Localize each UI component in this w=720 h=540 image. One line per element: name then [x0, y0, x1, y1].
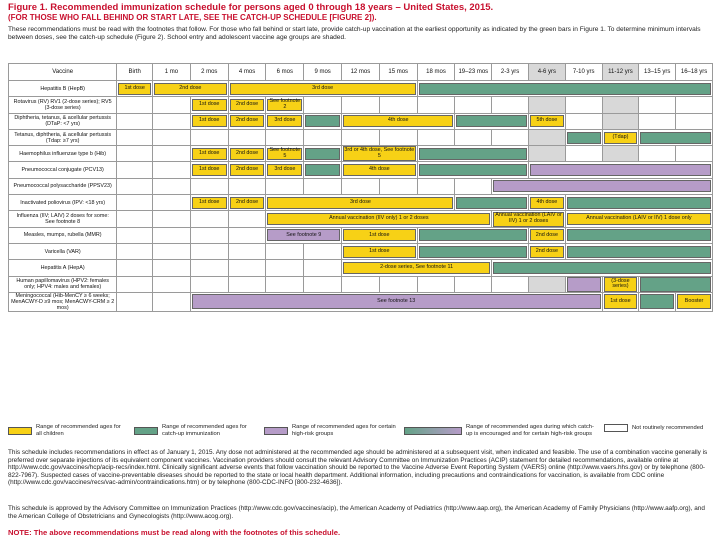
- schedule-row: [9, 227, 713, 243]
- col-header-birth: Birth: [117, 64, 153, 81]
- vaccine-name: Rotavirus (RV) RV1 (2-dose series); RV5 (3-dose series): [9, 97, 117, 113]
- empty-cell: [266, 260, 304, 276]
- dose-cell: [266, 211, 492, 227]
- dose-bar-yellow: See footnote 5: [267, 148, 302, 160]
- dose-bar-green: [456, 197, 527, 209]
- dose-bar-yellow: 2nd dose: [154, 83, 227, 95]
- empty-cell: [304, 97, 342, 113]
- schedule-row: [9, 292, 713, 311]
- empty-cell: [379, 276, 417, 292]
- dose-bar-purple: [530, 164, 711, 176]
- schedule-row: [9, 81, 713, 97]
- dose-bar-yellow: 3rd dose: [267, 197, 453, 209]
- empty-cell: [153, 113, 191, 129]
- empty-cell: [117, 178, 153, 194]
- dose-cell: [304, 146, 342, 162]
- legend-swatch-purple: [264, 427, 288, 435]
- dose-bar-green: [419, 246, 527, 258]
- vaccine-name: Inactivated poliovirus (IPV: <18 yrs): [9, 195, 117, 211]
- dose-cell: [190, 162, 228, 178]
- schedule-row: [9, 195, 713, 211]
- empty-cell: [117, 243, 153, 259]
- dose-cell: [228, 195, 266, 211]
- schedule-body: [9, 81, 713, 312]
- dose-cell: [228, 97, 266, 113]
- dose-cell: [266, 146, 304, 162]
- dose-cell: [304, 162, 342, 178]
- empty-cell: [266, 243, 304, 259]
- dose-bar-yellow: 1st dose: [192, 99, 227, 111]
- dose-cell: [602, 129, 639, 145]
- dose-cell: [417, 243, 528, 259]
- figure-subtitle: (FOR THOSE WHO FALL BEHIND OR START LATE, SEE THE CATCH-UP SCHEDULE [FIGURE 2]).: [8, 13, 377, 22]
- dose-bar-yellow: 3rd dose: [267, 115, 302, 127]
- dose-cell: [342, 113, 455, 129]
- dose-bar-green: [493, 262, 711, 274]
- dose-cell: [455, 113, 529, 129]
- dose-cell: [304, 113, 342, 129]
- dose-bar-green: [567, 197, 711, 209]
- dose-bar-green: [640, 132, 711, 144]
- vaccine-name: Influenza (IIV; LAIV) 2 doses for some: See footnote 8: [9, 211, 117, 227]
- col-header-19-23mos: 19–23 mos: [455, 64, 492, 81]
- empty-cell: [117, 211, 153, 227]
- dose-bar-green: [419, 83, 711, 95]
- dose-bar-green: [567, 246, 711, 258]
- empty-cell: [342, 129, 380, 145]
- empty-cell: [153, 178, 191, 194]
- schedule-row: [9, 113, 713, 129]
- col-header-9mos: 9 mos: [304, 64, 342, 81]
- empty-cell: [117, 113, 153, 129]
- empty-cell: [228, 129, 266, 145]
- empty-cell: [417, 178, 455, 194]
- vaccine-name: Pneumococcal conjugate (PCV13): [9, 162, 117, 178]
- legend-swatch-green: [134, 427, 158, 435]
- dose-cell: [492, 211, 566, 227]
- dose-bar-green: [640, 277, 711, 292]
- dose-cell: [153, 81, 229, 97]
- dose-bar-yellow: 4th dose: [530, 197, 564, 209]
- empty-cell: [342, 97, 380, 113]
- empty-cell: [602, 97, 639, 113]
- empty-cell: [304, 276, 342, 292]
- dose-bar-yellow: 1st dose: [118, 83, 151, 95]
- dose-cell: [342, 162, 418, 178]
- dose-cell: [342, 227, 418, 243]
- empty-cell: [528, 146, 565, 162]
- empty-cell: [153, 162, 191, 178]
- dose-bar-purple: See footnote 13: [192, 294, 601, 309]
- dose-cell: [528, 195, 565, 211]
- dose-cell: [342, 260, 492, 276]
- dose-bar-yellow: 3rd dose: [267, 164, 302, 176]
- vaccine-name: Varicella (VAR): [9, 243, 117, 259]
- dose-bar-green: [305, 115, 340, 127]
- dose-bar-green: [419, 148, 527, 160]
- dose-cell: [565, 129, 602, 145]
- dose-cell: [228, 113, 266, 129]
- dose-bar-yellow: 3rd or 4th dose, See footnote 5: [343, 146, 416, 161]
- dose-cell: [639, 129, 713, 145]
- dose-bar-yellow: 2-dose series, See footnote 11: [343, 262, 490, 274]
- vaccine-name: Measles, mumps, rubella (MMR): [9, 227, 117, 243]
- dose-cell: [190, 97, 228, 113]
- empty-cell: [153, 195, 191, 211]
- figure-title: Figure 1. Recommended immunization schedule for persons aged 0 through 18 years – United States, 2015.: [8, 2, 494, 13]
- dose-bar-yellow: 3rd dose: [230, 83, 416, 95]
- dose-bar-yellow: See footnote 2: [267, 99, 302, 111]
- dose-cell: [528, 113, 565, 129]
- empty-cell: [304, 243, 342, 259]
- empty-cell: [190, 276, 228, 292]
- vaccine-name: Tetanus, diphtheria, & acellular pertussis (Tdap: ≥7 yrs): [9, 129, 117, 145]
- col-header-15mos: 15 mos: [379, 64, 417, 81]
- empty-cell: [117, 227, 153, 243]
- vaccine-name: Diphtheria, tetanus, & acellular pertussis (DTaP: <7 yrs): [9, 113, 117, 129]
- schedule-row: [9, 97, 713, 113]
- empty-cell: [417, 129, 455, 145]
- empty-cell: [153, 146, 191, 162]
- empty-cell: [153, 260, 191, 276]
- dose-cell: [639, 292, 676, 311]
- dose-cell: [417, 162, 528, 178]
- empty-cell: [455, 129, 492, 145]
- empty-cell: [228, 227, 266, 243]
- schedule-row: [9, 276, 713, 292]
- legend-label: Range of recommended ages for catch-up immunization: [162, 424, 247, 437]
- dose-cell: [228, 81, 417, 97]
- dose-cell: [417, 81, 712, 97]
- vaccine-name: Hepatitis B (HepB): [9, 81, 117, 97]
- vaccine-name: Haemophilus influenzae type b (Hib): [9, 146, 117, 162]
- dose-bar-yellow: Annual vaccination (LAIV or IIV) 1 or 2 doses: [493, 212, 564, 227]
- dose-bar-green: [567, 132, 601, 144]
- dose-cell: [342, 243, 418, 259]
- col-header-4mos: 4 mos: [228, 64, 266, 81]
- vaccine-name: Human papillomavirus (HPV2: females only; HPV4: males and females): [9, 276, 117, 292]
- dose-cell: [602, 292, 639, 311]
- dose-bar-green: [305, 164, 340, 176]
- col-header-4-6yrs: 4-6 yrs: [528, 64, 565, 81]
- legend: [8, 422, 714, 444]
- dose-bar-yellow: 2nd dose: [230, 148, 265, 160]
- empty-cell: [228, 243, 266, 259]
- dose-cell: [565, 276, 602, 292]
- dose-bar-yellow: Booster: [677, 294, 711, 309]
- dose-bar-yellow: 4th dose: [343, 164, 416, 176]
- empty-cell: [117, 292, 153, 311]
- schedule-row: [9, 243, 713, 259]
- empty-cell: [117, 97, 153, 113]
- dose-cell: [417, 146, 528, 162]
- col-header-2-3yrs: 2-3 yrs: [492, 64, 529, 81]
- empty-cell: [190, 129, 228, 145]
- schedule-row: [9, 129, 713, 145]
- empty-cell: [417, 276, 455, 292]
- dose-cell: [565, 195, 712, 211]
- empty-cell: [602, 113, 639, 129]
- empty-cell: [117, 276, 153, 292]
- empty-cell: [228, 276, 266, 292]
- empty-cell: [528, 276, 565, 292]
- dose-bar-yellow: 1st dose: [192, 148, 227, 160]
- dose-bar-yellow: 1st dose: [192, 164, 227, 176]
- schedule-header-row: [9, 64, 713, 81]
- col-header-2mos: 2 mos: [190, 64, 228, 81]
- empty-cell: [190, 227, 228, 243]
- empty-cell: [266, 129, 304, 145]
- empty-cell: [190, 260, 228, 276]
- legend-item-catch-up-and-high-risk: [404, 424, 596, 437]
- empty-cell: [342, 276, 380, 292]
- empty-cell: [153, 243, 191, 259]
- dose-bar-yellow: 1st dose: [604, 294, 638, 309]
- empty-cell: [528, 129, 565, 145]
- empty-cell: [117, 260, 153, 276]
- col-header-12mos: 12 mos: [342, 64, 380, 81]
- empty-cell: [455, 178, 492, 194]
- schedule-row: [9, 211, 713, 227]
- schedule-row: [9, 260, 713, 276]
- empty-cell: [304, 129, 342, 145]
- legend-label: Range of recommended ages for certain high-risk groups: [292, 424, 396, 437]
- dose-cell: [565, 227, 712, 243]
- dose-cell: [492, 178, 713, 194]
- empty-cell: [304, 260, 342, 276]
- schedule-row: [9, 178, 713, 194]
- col-header-16-18yrs: 16–18 yrs: [676, 64, 713, 81]
- footer-note: NOTE: The above recommendations must be read along with the footnotes of this schedule.: [8, 528, 341, 537]
- dose-bar-green: [305, 148, 340, 160]
- footer-paragraph-approval: This schedule is approved by the Advisory Committee on Immunization Practices (http://www.cdc.gov/vaccines/acip), the American Academy of Pediatrics (http://www.aap.org), the American Academy of Family Physicians (http://www.aafp.org), and the American College of Obstetricians and Gynecologists (http://www.acog.org).: [8, 505, 705, 520]
- empty-cell: [153, 292, 191, 311]
- empty-cell: [228, 211, 266, 227]
- intro-text: These recommendations must be read with the footnotes that follow. For those who fall behind or start late, provide catch-up vaccination at the earliest opportunity as indicated by the green bars in Figure 1. To determine minimum intervals between doses, see the catch-up schedule (Figure 2). School entry and adolescent vaccine age groups are shaded.: [8, 26, 701, 41]
- empty-cell: [153, 129, 191, 145]
- empty-cell: [266, 276, 304, 292]
- dose-bar-green: [419, 164, 527, 176]
- legend-item-all-children: [8, 424, 128, 437]
- dose-cell: [492, 260, 713, 276]
- empty-cell: [455, 276, 492, 292]
- empty-cell: [153, 97, 191, 113]
- empty-cell: [304, 178, 342, 194]
- empty-cell: [153, 211, 191, 227]
- dose-bar-yellow: 1st dose: [343, 229, 416, 241]
- dose-cell: [639, 276, 713, 292]
- legend-swatch-mixed: [404, 427, 462, 435]
- legend-swatch-white: [604, 424, 628, 432]
- empty-cell: [117, 129, 153, 145]
- vaccine-name: Pneumococcal polysaccharide (PPSV23): [9, 178, 117, 194]
- schedule-row: [9, 146, 713, 162]
- dose-bar-yellow: 2nd dose: [530, 246, 564, 258]
- schedule-table: [8, 63, 713, 312]
- legend-swatch-yellow: [8, 427, 32, 435]
- empty-cell: [565, 113, 602, 129]
- dose-bar-purple: [567, 277, 601, 292]
- col-header-11-12yrs: 11-12 yrs: [602, 64, 639, 81]
- vaccine-name: Meningococcal (Hib-MenCY ≥ 6 weeks; MenACWY-D ≥9 mos; MenACWY-CRM ≥ 2 mos): [9, 292, 117, 311]
- empty-cell: [676, 97, 713, 113]
- dose-cell: [117, 81, 153, 97]
- empty-cell: [676, 146, 713, 162]
- dose-cell: [266, 195, 455, 211]
- dose-bar-green: [640, 294, 674, 309]
- dose-cell: [676, 292, 713, 311]
- legend-label: Range of recommended ages during which catch-up is encouraged and for certain high-risk groups: [466, 424, 594, 437]
- dose-cell: [266, 113, 304, 129]
- dose-cell: [190, 146, 228, 162]
- legend-label: Not routinely recommended: [632, 424, 704, 431]
- empty-cell: [190, 243, 228, 259]
- dose-bar-yellow: 1st dose: [192, 115, 227, 127]
- legend-item-high-risk: [264, 424, 396, 437]
- col-header-13-15yrs: 13–15 yrs: [639, 64, 676, 81]
- footer-paragraph-schedule-info: This schedule includes recommendations in effect as of January 1, 2015. Any dose not administered at the recommended age should be administered at a subsequent visit, when indicated and feasible. The use of a combination vaccine generally is preferred over separate injections of its equivalent component vaccines. Vaccination providers should consult the relevant Advisory Committee on Immunization Practices (ACIP) statement for detailed recommendations, available online at http://www.cdc.gov/vaccines/hcp/acip-recs/index.html. Clinically significant adverse events that follow vaccination should be reported to the Vaccine Adverse Event Reporting System (VAERS) online (http://www.vaers.hhs.gov) or by telephone (800-822-7967). Suspected cases of vaccine-preventable diseases should be reported to the state or local health department. Additional information, including precautions and contraindications for vaccination, is available from CDC online (http://www.cdc.gov/vaccines/recs/vac-admin/contraindications.htm) or by telephone (800-CDC-INFO [800-232-4636]).: [8, 449, 708, 487]
- col-header-7-10yrs: 7-10 yrs: [565, 64, 602, 81]
- empty-cell: [602, 146, 639, 162]
- schedule-row: [9, 162, 713, 178]
- dose-bar-purple: [493, 180, 711, 192]
- dose-bar-green: [567, 229, 711, 241]
- dose-bar-yellow: Annual vaccination (LAIV or IIV) 1 dose only: [567, 213, 711, 225]
- legend-item-catch-up: [134, 424, 258, 437]
- empty-cell: [379, 97, 417, 113]
- col-header-18mos: 18 mos: [417, 64, 455, 81]
- dose-bar-yellow: 2nd dose: [230, 197, 265, 209]
- dose-cell: [266, 97, 304, 113]
- empty-cell: [379, 178, 417, 194]
- dose-bar-yellow: 2nd dose: [230, 115, 265, 127]
- dose-cell: [565, 211, 712, 227]
- empty-cell: [228, 260, 266, 276]
- col-header-vaccine: Vaccine: [9, 64, 117, 81]
- dose-bar-yellow: 2nd dose: [230, 164, 265, 176]
- empty-cell: [153, 276, 191, 292]
- dose-bar-yellow: 1st dose: [343, 246, 416, 258]
- legend-label: Range of recommended ages for all children: [36, 424, 121, 437]
- dose-cell: [190, 113, 228, 129]
- empty-cell: [117, 195, 153, 211]
- dose-bar-yellow: 5th dose: [530, 115, 564, 127]
- dose-bar-yellow: (3-dose series): [604, 277, 638, 292]
- dose-bar-yellow: Annual vaccination (IIV only) 1 or 2 doses: [267, 213, 490, 225]
- dose-bar-green: [456, 115, 527, 127]
- legend-item-not-routine: [604, 424, 712, 432]
- empty-cell: [676, 113, 713, 129]
- dose-cell: [455, 195, 529, 211]
- dose-cell: [417, 227, 528, 243]
- empty-cell: [565, 146, 602, 162]
- empty-cell: [117, 162, 153, 178]
- empty-cell: [639, 146, 676, 162]
- dose-bar-green: [419, 229, 527, 241]
- empty-cell: [117, 146, 153, 162]
- dose-bar-yellow: (Tdap): [604, 132, 638, 144]
- empty-cell: [492, 276, 529, 292]
- dose-cell: [228, 146, 266, 162]
- empty-cell: [639, 113, 676, 129]
- dose-bar-yellow: 1st dose: [192, 197, 227, 209]
- dose-bar-yellow: 2nd dose: [230, 99, 265, 111]
- empty-cell: [528, 97, 565, 113]
- empty-cell: [492, 129, 529, 145]
- empty-cell: [417, 97, 455, 113]
- col-header-1mo: 1 mo: [153, 64, 191, 81]
- dose-cell: [190, 292, 602, 311]
- empty-cell: [266, 178, 304, 194]
- dose-bar-yellow: 4th dose: [343, 115, 453, 127]
- dose-cell: [565, 243, 712, 259]
- empty-cell: [190, 211, 228, 227]
- empty-cell: [342, 178, 380, 194]
- empty-cell: [455, 97, 492, 113]
- vaccine-name: Hepatitis A (HepA): [9, 260, 117, 276]
- dose-cell: [266, 227, 342, 243]
- dose-cell: [528, 162, 712, 178]
- dose-bar-purple: See footnote 9: [267, 229, 340, 241]
- dose-cell: [528, 243, 565, 259]
- empty-cell: [153, 227, 191, 243]
- dose-cell: [266, 162, 304, 178]
- dose-cell: [342, 146, 418, 162]
- dose-cell: [602, 276, 639, 292]
- col-header-6mos: 6 mos: [266, 64, 304, 81]
- dose-bar-yellow: 2nd dose: [530, 229, 564, 241]
- empty-cell: [492, 97, 529, 113]
- dose-cell: [228, 162, 266, 178]
- empty-cell: [228, 178, 266, 194]
- empty-cell: [379, 129, 417, 145]
- empty-cell: [639, 97, 676, 113]
- dose-cell: [528, 227, 565, 243]
- empty-cell: [565, 97, 602, 113]
- empty-cell: [190, 178, 228, 194]
- dose-cell: [190, 195, 228, 211]
